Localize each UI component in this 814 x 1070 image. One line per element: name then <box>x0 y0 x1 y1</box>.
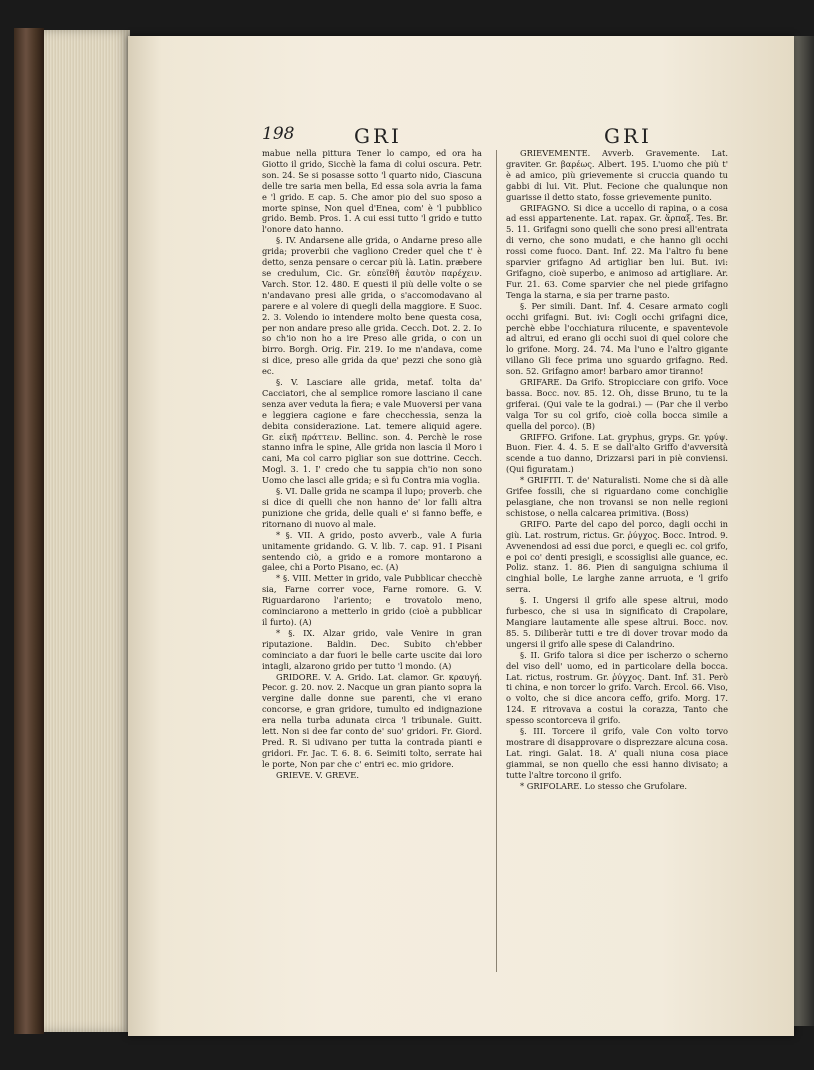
entry-paragraph: GRIFFO. Grifone. Lat. gryphus, gryps. Gr. γρύψ. Buon. Fier. 4. 4. 5. E se dall'alto Griffo d'avversità scende a tuo danno, Drizzarsi pari in piè conviensi. (Qui figuratam.) <box>506 431 728 475</box>
entry-paragraph: GRIEVE. V. GREVE. <box>276 769 359 780</box>
entry-paragraph: GRIFO. Parte del capo del porco, dagli occhi in giù. Lat. rostrum, rictus. Gr. ῥύγχος. Bocc. Introd. 9. Avvenendosi ad essi due porci, e quegli ec. col grifo, e poi co' denti presigli, e scossiglisi alle guance, ec. Poliz. stanz. 1. 86. Pien di sanguigna schiuma il cinghial bolle, Le larghe zanne arruota, e 'l grifo serra. <box>506 518 728 595</box>
running-header <box>128 124 794 148</box>
headword-left: GRI <box>354 124 402 148</box>
right-column <box>506 148 728 791</box>
entry-paragraph: GRIEVEMENTE. Avverb. Gravemente. Lat. graviter. Gr. βαρέως. Albert. 195. L'uomo che più t' è ad amico, più grievemente si cruccia quando tu gabbi di lui. Vit. Plut. Fecione che qualunque non guarisse il detto stato, fosse grievemente punito. <box>506 148 728 202</box>
entry-paragraph: GRIFARE. Da Grifo. Stropicciare con grifo. Voce bassa. Bocc. nov. 85. 12. Oh, disse Bruno, tu te la griferai. (Qui vale te la godrai.) — (Par che il verbo valga Tor su col grifo, cioè colla bocca simile a quella del porco). (B) <box>506 377 728 431</box>
book-cover-spine <box>14 28 44 1034</box>
entry-paragraph: GRIDORE. V. A. Grido. Lat. clamor. Gr. κραυγή. Pecor. g. 20. nov. 2. Nacque un gran pianto sopra la vergine dalle donne sue parenti, che vi erano concorse, e gran gridore, tumulto ed indignazione era nella turba adunata circa 'l tribunale. Guitt. lett. Non si dee far conto de' suo' gridori. Fr. Giord. Pred. R. Si udivano per tutta la contrada pianti e gridori. Fr. Jac. T. 6. 8. 6. Seimiti tolto, serrate hai le porte, Non par che c' entri ec. mio gridore. <box>262 671 482 769</box>
entry-paragraph: §. II. Grifo talora si dice per ischerzo o scherno del viso dell' uomo, ed in particolare della bocca. Lat. rictus, rostrum. Gr. ῥύγχος. Dant. Inf. 31. Però ti china, e non torcer lo grifo. Varch. Ercol. 66. Viso, o volto, che si dice ancora ceffo, grifo. Morg. 17. 124. E ritrovava a costui la corazza, Tanto che spesso scontorceva il grifo. <box>506 649 728 726</box>
entry-paragraph: GRIFAGNO. Si dice a uccello di rapina, o a cosa ad essi appartenente. Lat. rapax. Gr. ἅρπαξ. Tes. Br. 5. 11. Grifagni sono quelli che sono presi all'entrata di verno, che sono mudati, e che hanno gli occhi rossi come fuoco. Dant. Inf. 22. Ma l'altro fu bene sparvier grifagno Ad artigliar ben lui. But. ivi: Grifagno, cioè superbo, e animoso ad artigliare. Ar. Fur. 21. 63. Come sparvier che nel piede grifagno Tenga la starna, e sia per trarne pasto. <box>506 202 728 300</box>
entry-paragraph: §. IV. Andarsene alle grida, o Andarne preso alle grida; proverbii che vagliono Creder quel che t' è detto, senza pensare o cercar più là. Latin. præbere se credulum, Cic. Gr. εὐπεῖθῆ ἑαυτὸν παρέχειν. Varch. Stor. 12. 480. E questi il più delle volte o se n'andavano presi alle grida, o s'accomodavano al parere e al volere di quegli della maggiore. E Suoc. 2. 3. Volendo io intendere molto bene questa cosa, per non andare preso alle grida. Cecch. Dot. 2. 2. Io so ch'io non ho a ire Preso alle grida, o con un birro. Borgh. Orig. Fir. 219. Io me n'andava, come si dice, preso alle grida da que' pezzi che sono già ec. <box>262 235 482 377</box>
headword-right: GRI <box>604 124 652 148</box>
right-page-shadow <box>794 36 814 1026</box>
entry-paragraph: §. I. Ungersi il grifo alle spese altrui, modo furbesco, che si usa in significato di Crapolare, Mangiare lautamente alle spese altrui. Bocc. nov. 85. 5. Diliberàr tutti e tre di dover trovar modo da ungersi il grifo alle spese di Calandrino. <box>506 595 728 649</box>
entry-paragraph: §. III. Torcere il grifo, vale Con volto torvo mostrare di disapprovare o disprezzare alcuna cosa. Lat. ringi. Galat. 18. A' quali niuna cosa piace giammai, se non quello che essi hanno divisato; a tutte l'altre torcono il grifo. <box>506 726 728 780</box>
entry-paragraph: §. V. Lasciare alle grida, metaf. tolta da' Cacciatori, che al semplice romore lasciano il cane senza aver veduta la fiera; e vale Muoversi per vana e leggiera cagione e fare checchessia, senza la debita considerazione. Lat. temere aliquid agere. Gr. εἰκῆ πράττειν. Bellinc. son. 4. Perchè le rose stanno infra le spine, Alle grida non lascia il Moro i cani, Ma col carro pigliar son sue dottrine. Cecch. Mogl. 3. 1. I' credo che tu sappia ch'io non sono Uomo che lasci alle grida; e sì fu Contra mia voglia. <box>262 377 482 486</box>
entry-paragraph: * §. IX. Alzar grido, vale Venire in gran riputazione. Baldin. Dec. Subito ch'ebber cominciato a dar fuori le belle carte uscite dai loro intagli, alzarono grido per tutto 'l mondo. (A) <box>262 627 482 671</box>
entry-paragraph: * §. VII. A grido, posto avverb., vale A furia unitamente gridando. G. V. lib. 7. cap. 91. I Pisani sentendo ciò, a grido e a romore montarono a galee, chi a Porto Pisano, ec. (A) <box>262 529 482 573</box>
entry-paragraph: §. Per simili. Dant. Inf. 4. Cesare armato cogli occhi grifagni. But. ivi: Cogli occhi grifagni dice, perchè ebbe l'occhiatura rilucente, e spaventevole ad altrui, ed erano gli occhi suoi di quel colore che lo grifone. Morg. 24. 74. Ma l'uno e l'altro gigante villano Gli fece prima uno sguardo grifagno. Red. son. 52. Grifagno amor! barbaro amor tiranno! <box>506 300 728 377</box>
left-column <box>262 148 482 781</box>
entry-paragraph: * GRIFOLARE. Lo stesso che Grufolare. <box>520 780 688 791</box>
dictionary-page <box>128 36 794 1036</box>
entry-paragraph: * GRIFITI. T. de' Naturalisti. Nome che si dà alle Grifee fossili, che si riguardano come conchiglie pelasgiane, che non trovansi se non nelle regioni schistose, o nella calcarea primitiva. (Boss) <box>506 475 728 518</box>
page-number: 198 <box>262 124 295 144</box>
column-rule <box>496 150 497 972</box>
entry-paragraph: mabue nella pittura Tener lo campo, ed ora ha Giotto il grido, Sicchè la fama di colui oscura. Petr. son. 24. Se si posasse sotto 'l quarto nido, Ciascuna delle tre saria men bella, Ed essa sola avria la fama e 'l grido. E cap. 5. Che amor pio del suo sposo a morte spinse, Non quel d'Enea, com' è 'l pubblico grido. Bemb. Pros. 1. A cui essi tutto 'l grido e tutto l'onore dato hanno. <box>262 148 482 235</box>
entry-paragraph: §. VI. Dalle grida ne scampa il lupo; proverb. che si dice di quelli che non hanno de' lor falli altra punizione che grida, delle quali e' si fanno beffe, e ritornano di nuovo al male. <box>262 486 482 529</box>
entry-paragraph: * §. VIII. Metter in grido, vale Pubblicar checchè sia, Farne correr voce, Farne romore. G. V. Riguardarono l'ariento; e trovatolo meno, cominciarono a metterlo in grido (cioè a pubblicar il furto). (A) <box>262 573 482 627</box>
stacked-page-edges <box>44 30 130 1032</box>
